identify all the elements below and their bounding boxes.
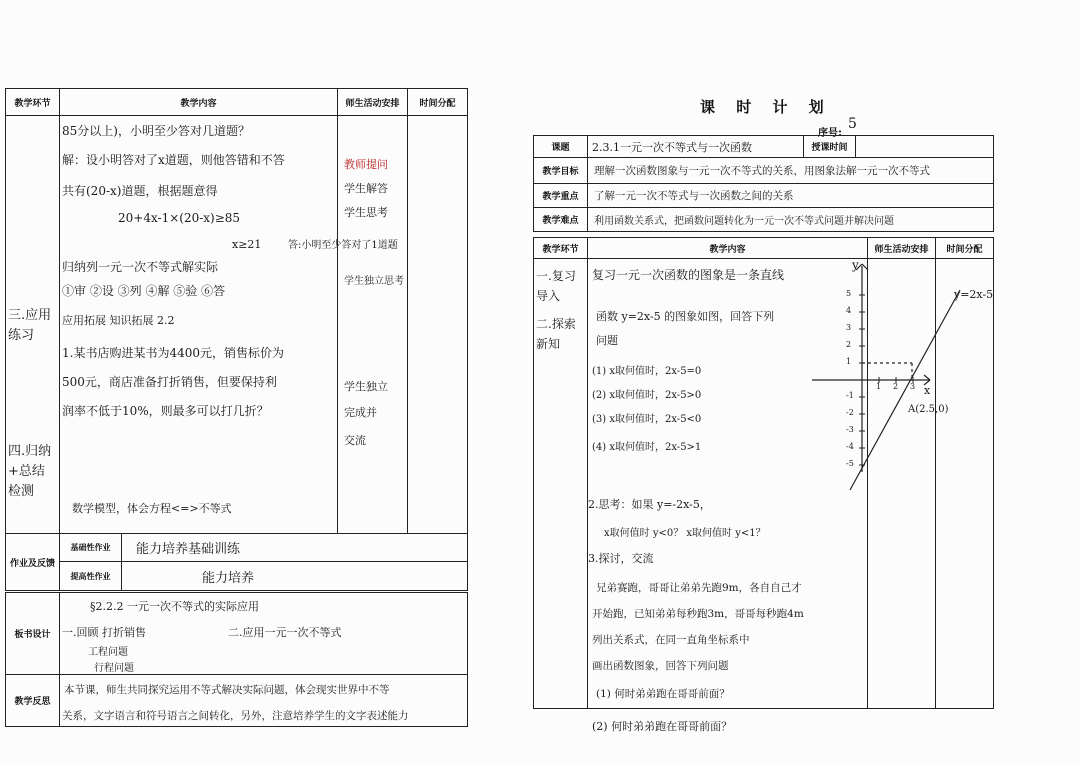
content-line: (1) 何时弟弟跑在哥哥前面？ — [596, 688, 730, 700]
key-label-cell: 教学重点 — [534, 184, 588, 208]
homework-improve-label-cell: 提高性作业 — [60, 562, 122, 591]
board-line: 二.应用一元一次不等式 — [228, 626, 342, 639]
content-line: 画出函数图象，回答下列问题 — [592, 660, 729, 672]
header-content: 教学内容 — [588, 238, 868, 259]
content-line: 500元，商店准备打折销售，但要保持利 — [62, 375, 277, 389]
graph-y-tick-label: -4 — [846, 442, 854, 451]
graph-line — [850, 290, 960, 490]
content-line: 答:小明至少答对了1道题 — [288, 240, 398, 251]
content-line: x≥21 — [232, 238, 262, 251]
activity-note: 学生独立思考 — [344, 276, 404, 287]
header-time: 时间分配 — [408, 89, 468, 116]
graph-y-tick-label: 5 — [846, 289, 852, 298]
content-line: (2) x取何值时，2x-5>0 — [592, 390, 702, 401]
stage-label-review: 一.复习导入 — [536, 269, 576, 303]
graph-y-tick-label: -5 — [846, 459, 854, 468]
activity-note: 完成并 — [344, 406, 377, 419]
content-line: (2) 何时弟弟跑在哥哥前面？ — [592, 720, 733, 733]
reflection-label-cell: 教学反思 — [6, 675, 60, 727]
header-activity: 师生活动安排 — [338, 89, 408, 116]
homework-improve-cell: 能力培养 — [122, 562, 468, 591]
serial-value: 5 — [848, 116, 857, 132]
difficulty-cell: 利用函数关系式，把函数问题转化为一元一次不等式问题并解决问题 — [588, 208, 994, 232]
graph-x-label: x — [924, 384, 931, 397]
content-line: 20+4x-1×(20-x)≥85 — [118, 211, 241, 225]
activity-note: 学生独立 — [344, 380, 388, 393]
stage-label-summary: 四.归纳+总结检测 — [8, 444, 52, 499]
reflection-line: 关系，文字语言和符号语言之间转化，另外，注意培养学生的文字表述能力 — [62, 710, 409, 722]
header-content: 教学内容 — [60, 89, 338, 116]
content-line: 复习一元一次函数的图象是一条直线 — [592, 268, 785, 282]
content-line: 归纳列一元一次不等式解实际 — [62, 260, 219, 274]
content-line: 解：设小明答对了x道题，则他答错和不答 — [62, 153, 285, 167]
activity-note: 学生思考 — [344, 206, 388, 219]
homework-label-cell: 作业及反馈 — [6, 534, 60, 591]
content-line: 数学模型，体会方程<=>不等式 — [72, 502, 232, 515]
graph-y-arrow — [862, 264, 868, 270]
key-cell: 了解一元一次不等式与一次函数之间的关系 — [588, 184, 994, 208]
content-line: 85分以上)，小明至少答对几道题？ — [62, 124, 250, 138]
time-label-cell: 授课时间 — [804, 136, 856, 158]
content-line: 润率不低于10%，则最多可以打几折？ — [62, 404, 269, 418]
header-stage: 教学环节 — [6, 89, 60, 116]
graph-y-tick-label: 4 — [846, 306, 852, 315]
graph-point-label: A(2.5,0) — [908, 404, 949, 415]
page-title: 课 时 计 划 — [700, 98, 832, 116]
content-line: 函数 y=2x-5 的图象如图，回答下列 — [596, 310, 775, 323]
goal-label-cell: 教学目标 — [534, 158, 588, 184]
homework-basic-label-cell: 基础性作业 — [60, 534, 122, 562]
content-line: x取何值时 y<0？ x取何值时 y<1？ — [604, 528, 766, 539]
content-line: 问题 — [596, 334, 618, 347]
graph-y-tick-label: -3 — [846, 425, 854, 434]
content-line: 3.探讨，交流 — [588, 552, 654, 565]
board-line: 一.回顾 打折销售 — [62, 626, 146, 639]
graph-y-tick-label: -2 — [846, 408, 854, 417]
topic-label-cell: 课题 — [534, 136, 588, 158]
header-activity: 师生活动安排 — [868, 238, 936, 259]
graph-x-arrow — [924, 375, 930, 380]
activity-note: 教师提问 — [344, 158, 388, 171]
activity-note: 学生解答 — [344, 182, 388, 195]
graph-y-tick-label: 1 — [846, 357, 852, 366]
graph-y-tick-label: 3 — [846, 323, 852, 332]
difficulty-label-cell: 教学难点 — [534, 208, 588, 232]
topic-cell: 2.3.1一元一次不等式与一次函数 — [588, 136, 804, 158]
graph-x-tick-label: 3 — [910, 382, 916, 391]
content-line: (3) x取何值时，2x-5<0 — [592, 414, 702, 425]
content-line: ①审 ②设 ③列 ④解 ⑤验 ⑥答 — [62, 284, 226, 298]
serial-label: 序号: — [818, 128, 842, 139]
graph-y-tick-label: 2 — [846, 340, 852, 349]
activity-note: 交流 — [344, 434, 366, 447]
content-line: 应用拓展 知识拓展 2.2 — [62, 314, 175, 327]
content-line: 2.思考：如果 y=-2x-5， — [588, 498, 711, 511]
content-line: 1.某书店购进某书为4400元，销售标价为 — [62, 346, 284, 360]
content-line: 开始跑，已知弟弟每秒跑3m，哥哥每秒跑4m — [592, 608, 804, 620]
graph-x-tick-label: 2 — [893, 382, 899, 391]
board-line: §2.2.2 一元一次不等式的实际应用 — [90, 600, 259, 613]
graph-y-label: y — [852, 258, 859, 272]
board-line: 行程问题 — [94, 663, 134, 674]
header-stage: 教学环节 — [534, 238, 588, 259]
stage-label-explore: 二.探索新知 — [536, 317, 576, 351]
header-time: 时间分配 — [936, 238, 994, 259]
content-line: (1) x取何值时，2x-5=0 — [592, 366, 702, 377]
content-line: 共有(20-x)道题，根据题意得 — [62, 184, 218, 198]
reflection-line: 本节课，师生共同探究运用不等式解决实际问题，体会现实世界中不等 — [64, 684, 390, 696]
content-line: 兄弟赛跑，哥哥让弟弟先跑9m，各自自己才 — [596, 582, 802, 594]
goal-cell: 理解一次函数图象与一元一次不等式的关系，用图象法解一元一次不等式 — [588, 158, 994, 184]
content-line: (4) x取何值时，2x-5>1 — [592, 442, 702, 453]
graph-x-tick-label: 1 — [876, 382, 882, 391]
homework-basic-cell: 能力培养基础训练 — [122, 534, 468, 562]
graph-y-tick-label: -1 — [846, 391, 854, 400]
board-line: 工程问题 — [88, 647, 128, 658]
content-line: 列出关系式，在同一直角坐标系中 — [592, 634, 750, 646]
stage-label-apply: 三.应用练习 — [8, 308, 52, 343]
board-label-cell: 板书设计 — [6, 593, 60, 675]
graph-line-label: y=2x-5 — [954, 288, 994, 301]
